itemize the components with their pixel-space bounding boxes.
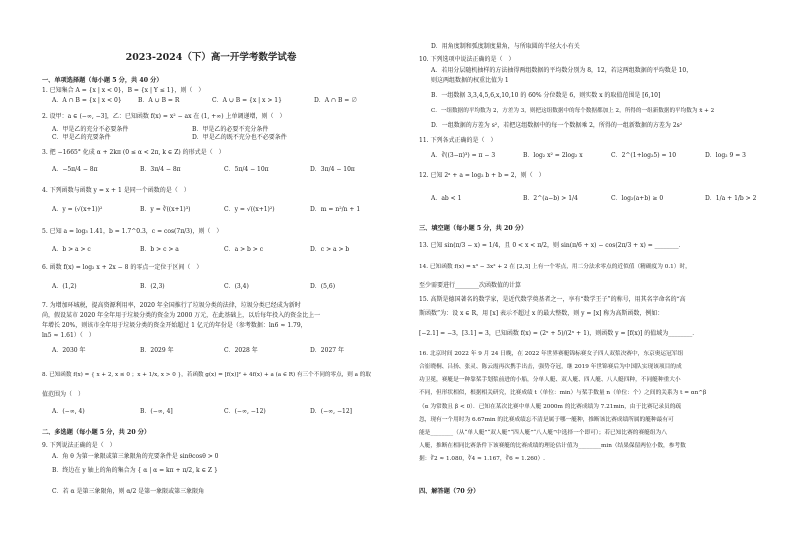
question-16-line-9: 据：∛2 ≈ 1.080，∛4 ≈ 1.167，∛6 ≈ 1.260）. bbox=[419, 456, 545, 462]
question-2: 2. 设甲：a ∈ (−∞, −3]，乙：已知函数 f(x) = x² − ax 在 (1, +∞) 上单调递增，则（ ） bbox=[42, 113, 286, 120]
option-c: C．(−∞, −12) bbox=[224, 408, 266, 415]
question-9: 9. 下列说法正确的是（ ） bbox=[42, 442, 116, 449]
option-b: B．2^(a−b) > 1/4 bbox=[523, 195, 578, 202]
option-a: A．∛((3−π)³) = π − 3 bbox=[431, 152, 496, 159]
option-d: D．log₂ 9 = 3 bbox=[705, 152, 746, 159]
question-10: 10. 下列选项中说法正确的是（ ） bbox=[419, 56, 515, 63]
option-b: B．3π/4 − 8π bbox=[140, 166, 181, 173]
option-a: A．(1,2) bbox=[52, 283, 77, 290]
question-6: 6. 函数 f(x) = log₂ x + 2x − 8 的零点一定位于区间（ ） bbox=[42, 264, 203, 271]
question-9-option-d: D．用角度制和弧度制度量角，与所取圆的半径大小有关 bbox=[431, 43, 580, 50]
page-title: 2023-2024（下）高一开学考数学试卷 bbox=[125, 52, 297, 63]
option-c: C．(3,4) bbox=[224, 283, 249, 290]
question-7-line-3: 年增长 20%，则该市全年用于垃圾分类的资金开始超过 1 亿元的年份是（参考数据：ln6 ≈ 1.79， bbox=[42, 322, 307, 329]
question-5: 5. 已知 a = log₃ 1.41，b = 1.7^0.3，c = cos(7π/3)，则（ ） bbox=[42, 228, 223, 235]
question-16-line-1: 16. 北京时间 2022 年 9 月 24 日晚，在 2022 年世界赛艇锦标赛女子四人双浆决赛中，东京奥运冠军组 bbox=[419, 351, 684, 357]
question-10-option-b: B．一组数据 3,3,4,5,6,x,10,10 的 60% 分位数是 6，则实数 x 的取值范围是 [6,10] bbox=[431, 92, 661, 99]
question-13: 13. 已知 sin(π/3 − x) = 1/4，且 0 < x < π/2，则 sin(π/6 + x) − cos(2π/3 + x) = ________． bbox=[419, 242, 685, 249]
option-d: D．A ∩ B = ∅ bbox=[314, 97, 358, 104]
question-11: 11. 下列各式正确的是（ ） bbox=[419, 137, 497, 144]
option-a: A．A ∩ B = {x | x < 0} bbox=[52, 97, 122, 104]
question-15-line-2: 斯函数”为：设 x ∈ R，用 [x] 表示不超过 x 的最大整数，则 y = [x] 称为高斯函数，例如： bbox=[419, 310, 664, 317]
option-c: C．A ∪ B = {x | x > 1} bbox=[212, 97, 282, 104]
question-4: 4. 下列函数与函数 y = x + 1 是同一个函数的是（ ） bbox=[42, 187, 190, 194]
option-c: C．2028 年 bbox=[224, 347, 258, 354]
question-9-option-b: B．终边在 y 轴上的角的集合为 { α | α = kπ + π/2, k ∈ Z } bbox=[52, 467, 218, 474]
option-d: D．1/a + 1/b > 2 bbox=[705, 195, 757, 202]
section-fill-in: 三、填空题（每小题 5 分，共 20 分） bbox=[419, 225, 528, 232]
question-8: 8. 已知函数 f(x) = { x + 2, x ≤ 0 ；x + 1/x, x > 0 }，若函数 g(x) = [f(x)]² + 4f(x) + a (a ∈ R) 有三个不同的零点，则 a 的取 bbox=[42, 372, 371, 378]
question-16-line-2: 合崔晓桐、吕扬、张灵、陈云霞再次携手出击，强势夺冠，继 2019 年世锦赛后为中国队实现该项目的成 bbox=[419, 364, 682, 370]
question-7-line-2: 尚，假设某市 2020 年全年用于垃圾分类的资金为 2000 万元，在此基础上，以后每年投入的资金比上一 bbox=[42, 312, 321, 319]
question-16-line-3: 功卫冕，赛艇是一种靠桨手划浆前进的小船，分单人艇、双人艇、四人艇、八人艇四种，不同艇种重大小 bbox=[419, 377, 681, 383]
question-14: 14. 已知函数 f(x) = x³ − 3x² + 2 在 [2,3] 上有一个零点，用二分法求零点的近似值（精确度为 0.1）时， bbox=[419, 264, 691, 270]
option-b: B．log₂ x² = 2log₂ x bbox=[523, 152, 583, 159]
option-d: D．(5,6) bbox=[310, 283, 336, 290]
option-c: C．a > b > c bbox=[224, 246, 264, 253]
question-10-option-a: A．若用分层随机抽样的方法抽得两组数据的平均数分别为 8，12，若这两组数据的平均数是 10， bbox=[431, 67, 693, 74]
option-a: A．(−∞, 4) bbox=[52, 408, 85, 415]
option-c: C．2^(1+log₂5) = 10 bbox=[611, 152, 677, 159]
question-16-line-7: 能是________（从“单人艇”“双人艇”“四人艇”“八人艇”中选择一个即可）；若已知比赛的赛艇组为八 bbox=[419, 430, 667, 436]
option-b: B．b > c > a bbox=[140, 246, 179, 253]
option-a: A．−5π/4 − 8π bbox=[52, 166, 98, 173]
option-c: C．log₂(a+b) ≥ 0 bbox=[611, 195, 664, 202]
question-9-option-a: A．角 θ 为第一象限或第三象限角的充要条件是 sinθcosθ > 0 bbox=[52, 453, 219, 460]
question-16-line-5: （α 为常数且 β < 0）．已知在某次比赛中单人艇 2000m 的比赛成绩为 7.21min，由于比赛记录员的疏 bbox=[419, 404, 682, 410]
option-a: A．ab < 1 bbox=[431, 195, 462, 202]
question-7-line-4: ln5 ≈ 1.61）（ ） bbox=[42, 332, 95, 339]
question-15-line-1: 15. 高斯是德国著名的数学家，是近代数学奠基者之一，享有“数学王子”的称号，用其名字命名的“高 bbox=[419, 296, 686, 303]
option-a: A．甲是乙的充分不必要条件 bbox=[52, 126, 129, 133]
option-d: D．2027 年 bbox=[310, 347, 344, 354]
section-multi-choice: 二、多选题（每小题 5 分，共 20 分） bbox=[42, 429, 151, 436]
question-10-option-c: C．一组数据的平均数为 2，方差为 3，则把这组数据中的每个数据都加上 2，所得的一组新数据的平均数为 x̄ + 2 bbox=[431, 108, 715, 114]
question-9-option-c: C．若 α 是第三象限角，则 α/2 是第一象限或第三象限角 bbox=[52, 488, 205, 495]
question-10-option-a-cont: 则这两组数据的权重比值为 1 bbox=[431, 77, 509, 84]
question-10-option-d: D．一组数据的方差为 s²，若把这组数据中的每一个数据乘 2，所得的一组新数据的方差为 2s² bbox=[431, 122, 683, 129]
question-12: 12. 已知 2ᵃ + a = log₂ b + b = 2，则（ ） bbox=[419, 172, 545, 179]
option-b: B．A ∪ B = R bbox=[138, 97, 180, 104]
option-b: B．甲是乙的必要不充分条件 bbox=[192, 126, 269, 133]
option-b: B．2029 年 bbox=[140, 347, 174, 354]
option-a: A．2030 年 bbox=[52, 347, 86, 354]
option-c: C．5π/4 − 10π bbox=[224, 166, 269, 173]
section-single-choice: 一、单项选择题（每小题 5 分，共 40 分） bbox=[42, 77, 163, 84]
option-c: C．y = √((x+1)²) bbox=[224, 206, 275, 213]
option-d: D．甲是乙的既不充分也不必要条件 bbox=[192, 134, 287, 141]
option-d: D．3π/4 − 10π bbox=[310, 166, 355, 173]
option-a: A．y = (√(x+1))² bbox=[52, 206, 103, 213]
question-14-cont: 至少需要进行________次函数值的计算 bbox=[419, 282, 522, 289]
question-16-line-8: 人艇，推断在相同比赛条件下该赛艇的比赛成绩的理论估计值为________min（结果保留两位小数，参考数 bbox=[419, 443, 686, 449]
question-8-cont: 值范围为（ ） bbox=[42, 391, 85, 398]
section-free-response: 四、解答题（70 分） bbox=[419, 488, 480, 495]
option-d: D．m = n²/n + 1 bbox=[310, 206, 361, 213]
option-c: C．甲是乙的充要条件 bbox=[52, 134, 111, 141]
option-b: B．y = ∛((x+1)³) bbox=[140, 206, 191, 213]
question-16-line-4: 不同，但形状相似，根据相关研究，比赛成绩 t（单位：min）与桨手数量 n（单位：个）之间的关系为 t = αn^β bbox=[419, 390, 707, 396]
option-b: B．(2,3) bbox=[140, 283, 165, 290]
option-b: B．(−∞, 4] bbox=[140, 408, 173, 415]
question-1: 1. 已知集合 A = {x | x < 0}，B = {x | Y ≤ 1}，则（ ） bbox=[42, 87, 205, 94]
option-d: D．c > a > b bbox=[310, 246, 350, 253]
option-d: D．(−∞, −12] bbox=[310, 408, 352, 415]
question-16-line-6: 忽，现有一个用时为 6.67min 的比赛成绩忘不清是属于哪一艇种，推断该比赛成绩所属的艇种最有可 bbox=[419, 417, 674, 423]
option-a: A．b > a > c bbox=[52, 246, 91, 253]
question-15-line-3: [−2.1] = −3，[3.1] = 3，已知函数 f(x) = (2ˣ + 5)/(2ˣ + 1)，则函数 y = [f(x)] 的值域为________． bbox=[419, 330, 699, 337]
question-3: 3. 把 −1665° 化成 α + 2kπ (0 ≤ α < 2π, k ∈ Z) 的形式是（ ） bbox=[42, 149, 225, 156]
question-7-line-1: 7. 为增加环城税，提高资源利用率，2020 年全国推行了垃圾分类的法律，垃圾分类已经成为新时 bbox=[42, 302, 301, 309]
